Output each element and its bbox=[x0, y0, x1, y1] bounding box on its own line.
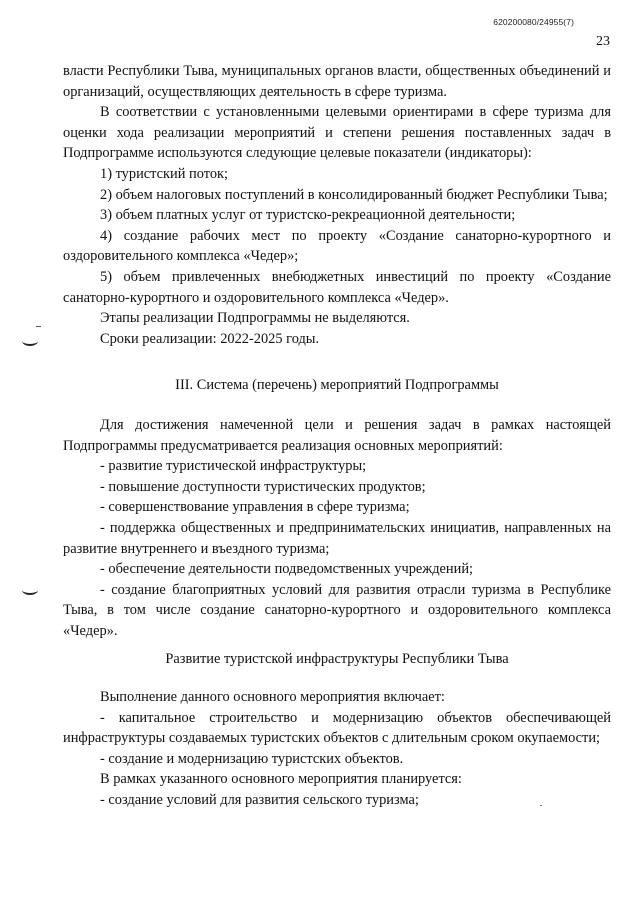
paragraph: Этапы реализации Подпрограммы не выделяются. bbox=[100, 310, 410, 327]
paragraph: В рамках указанного основного мероприятия планируется: bbox=[100, 771, 462, 788]
paragraph: власти Республики Тыва, муниципальных органов власти, общественных объединений и организаций, осуществляющих деятельность в сфере туризма. bbox=[63, 63, 611, 100]
margin-mark bbox=[22, 585, 38, 595]
paragraph: Сроки реализации: 2022-2025 годы. bbox=[100, 330, 320, 347]
list-item: - развитие туристической инфраструктуры; bbox=[100, 458, 367, 475]
list-item: 3) объем платных услуг от туристско-рекреационной деятельности; bbox=[100, 207, 516, 224]
text-block-top bbox=[63, 61, 611, 349]
list-item: - повышение доступности туристических продуктов; bbox=[100, 478, 426, 495]
text-block-measures bbox=[63, 415, 611, 642]
list-item: - создание условий для развития сельского туризма; bbox=[100, 791, 419, 808]
document-code: 620200080/24955(7) bbox=[493, 17, 574, 27]
paragraph: Для достижения намеченной цели и решения задач в рамках настоящей Подпрограммы предусматривается реализация основных мероприятий: bbox=[63, 417, 611, 454]
margin-mark bbox=[36, 326, 41, 327]
list-item: - капитальное строительство и модернизацию объектов обеспечивающей инфраструктуры создаваемых туристских объектов с длительным сроком окупаемости; bbox=[63, 709, 611, 747]
list-item: - поддержка общественных и предпринимательских инициатив, направленных на развитие внутреннего и въездного туризма; bbox=[63, 519, 611, 557]
list-item: 4) создание рабочих мест по проекту «Создание санаторно-курортного и оздоровительного комплекса «Чедер»; bbox=[63, 227, 611, 265]
list-item: - создание и модернизацию туристских объектов. bbox=[100, 750, 404, 767]
list-item: 5) объем привлеченных внебюджетных инвестиций по проекту «Создание санаторно-курортного и оздоровительного комплекса «Чедер». bbox=[63, 268, 611, 306]
list-item: 2) объем налоговых поступлений в консолидированный бюджет Республики Тыва; bbox=[100, 186, 608, 203]
subsection-heading: Развитие туристской инфраструктуры Республики Тыва bbox=[165, 651, 509, 667]
margin-mark bbox=[22, 336, 38, 346]
paragraph: В соответствии с установленными целевыми ориентирами в сфере туризма для оценки хода реализации мероприятий и степени решения поставленных задач в Подпрограмме используются следующие целевые показатели (индикаторы): bbox=[63, 104, 611, 162]
text-block-infrastructure bbox=[63, 687, 611, 811]
list-item: - совершенствование управления в сфере туризма; bbox=[100, 499, 410, 516]
list-item: 1) туристский поток; bbox=[100, 165, 228, 182]
margin-mark bbox=[540, 805, 542, 806]
section-heading: III. Система (перечень) мероприятий Подпрограммы bbox=[175, 377, 499, 393]
page-number: 23 bbox=[596, 34, 610, 49]
list-item: - создание благоприятных условий для развития отрасли туризма в Республике Тыва, в том числе создание санаторно-курортного и оздоровительного комплекса «Чедер». bbox=[63, 581, 611, 639]
list-item: - обеспечение деятельности подведомственных учреждений; bbox=[100, 561, 474, 578]
paragraph: Выполнение данного основного мероприятия включает: bbox=[100, 689, 445, 705]
